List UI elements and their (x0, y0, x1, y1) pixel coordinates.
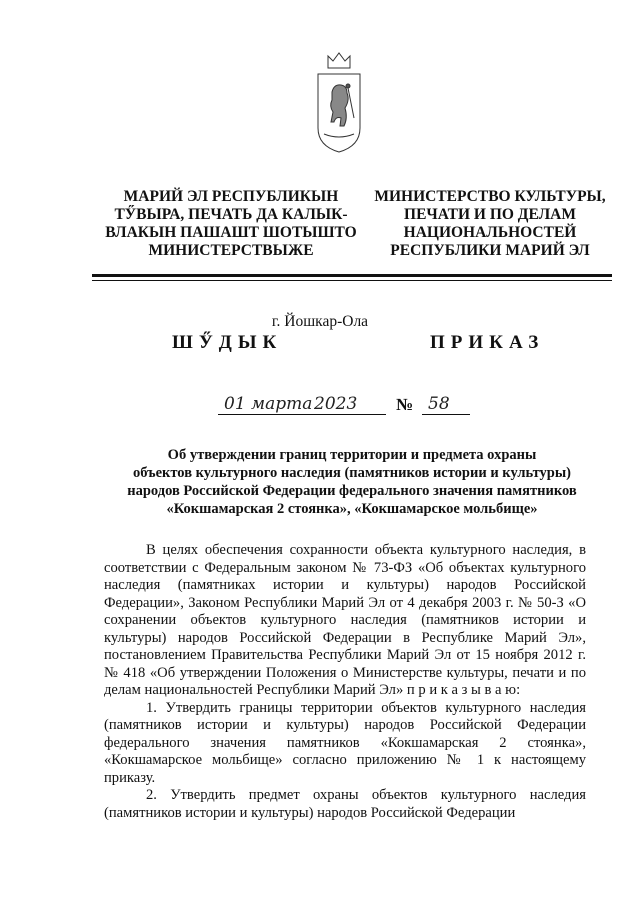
document-body (104, 542, 586, 822)
header-right-line: МИНИСТЕРСТВО КУЛЬТУРЫ, (374, 188, 606, 205)
title-line: Об утверждении границ территории и предмета охраны (167, 447, 537, 463)
doc-type-russian: ПРИКАЗ (430, 332, 545, 353)
header-left-line: ВЛАКЫН ПАШАШТ ШОТЫШТО (105, 224, 357, 241)
ministry-name-mari (96, 188, 366, 260)
title-line: «Кокшамарская 2 стоянка», «Кокшамарское мольбище» (166, 501, 538, 517)
header-divider-thick (92, 274, 612, 277)
header-divider-thin (92, 280, 612, 281)
header-left-line: МИНИСТЕРСТВЫЖЕ (148, 242, 314, 259)
header-right-line: НАЦИОНАЛЬНОСТЕЙ (403, 224, 577, 241)
title-line: народов Российской Федерации федерального значения памятников (127, 483, 577, 499)
date-underline (218, 414, 386, 415)
handwritten-year: 2023 (314, 394, 358, 414)
ministry-name-russian (370, 188, 610, 260)
handwritten-number: 58 (428, 394, 450, 414)
header-left-line: ТӲВЫРА, ПЕЧАТЬ ДА КАЛЫК- (114, 206, 348, 223)
header-left-line: МАРИЙ ЭЛ РЕСПУБЛИКЫН (123, 188, 339, 205)
doc-type-mari: ШӲДЫК (172, 332, 283, 353)
body-paragraph: 2. Утвердить предмет охраны объектов культурного наследия (памятников истории и культуры) народов Российской Федерации (104, 787, 586, 821)
header-right-line: ПЕЧАТИ И ПО ДЕЛАМ (404, 206, 576, 223)
number-underline (422, 414, 470, 415)
body-paragraph: В целях обеспечения сохранности объекта культурного наследия, в соответствии с Федеральным законом № 73-ФЗ «Об объектах культурного наследия (памятниках истории и культуры) народов Российской Федерации», Законом Республики Марий Эл от 4 декабря 2003 г. № 50-З «О сохранении объектов культурного наследия (памятников истории и культуры) народов Российской Федерации в Республике Марий Эл», постановлением Правительства Республики Марий Эл от 15 ноября 2012 г. № 418 «Об утверждении Положения о Министерстве культуры, печати и по делам национальностей Республики Марий Эл» п р и к а з ы в а ю: (104, 542, 586, 698)
handwritten-date: 01 марта (224, 394, 313, 414)
coat-of-arms-icon (314, 48, 364, 158)
body-paragraph: 1. Утвердить границы территории объектов культурного наследия (памятников истории и культуры) народов Российской Федерации федерального значения памятников «Кокшамарская 2 стоянка», «Кокшамарское мольбище» согласно приложению № 1 к настоящему приказу. (104, 699, 586, 786)
registration-line (218, 392, 478, 422)
city-name: г. Йошкар-Ола (271, 313, 369, 330)
title-line: объектов культурного наследия (памятников истории и культуры) (132, 465, 571, 481)
header-right-line: РЕСПУБЛИКИ МАРИЙ ЭЛ (390, 242, 590, 259)
document-title (92, 446, 612, 518)
number-sign: № (396, 395, 414, 414)
